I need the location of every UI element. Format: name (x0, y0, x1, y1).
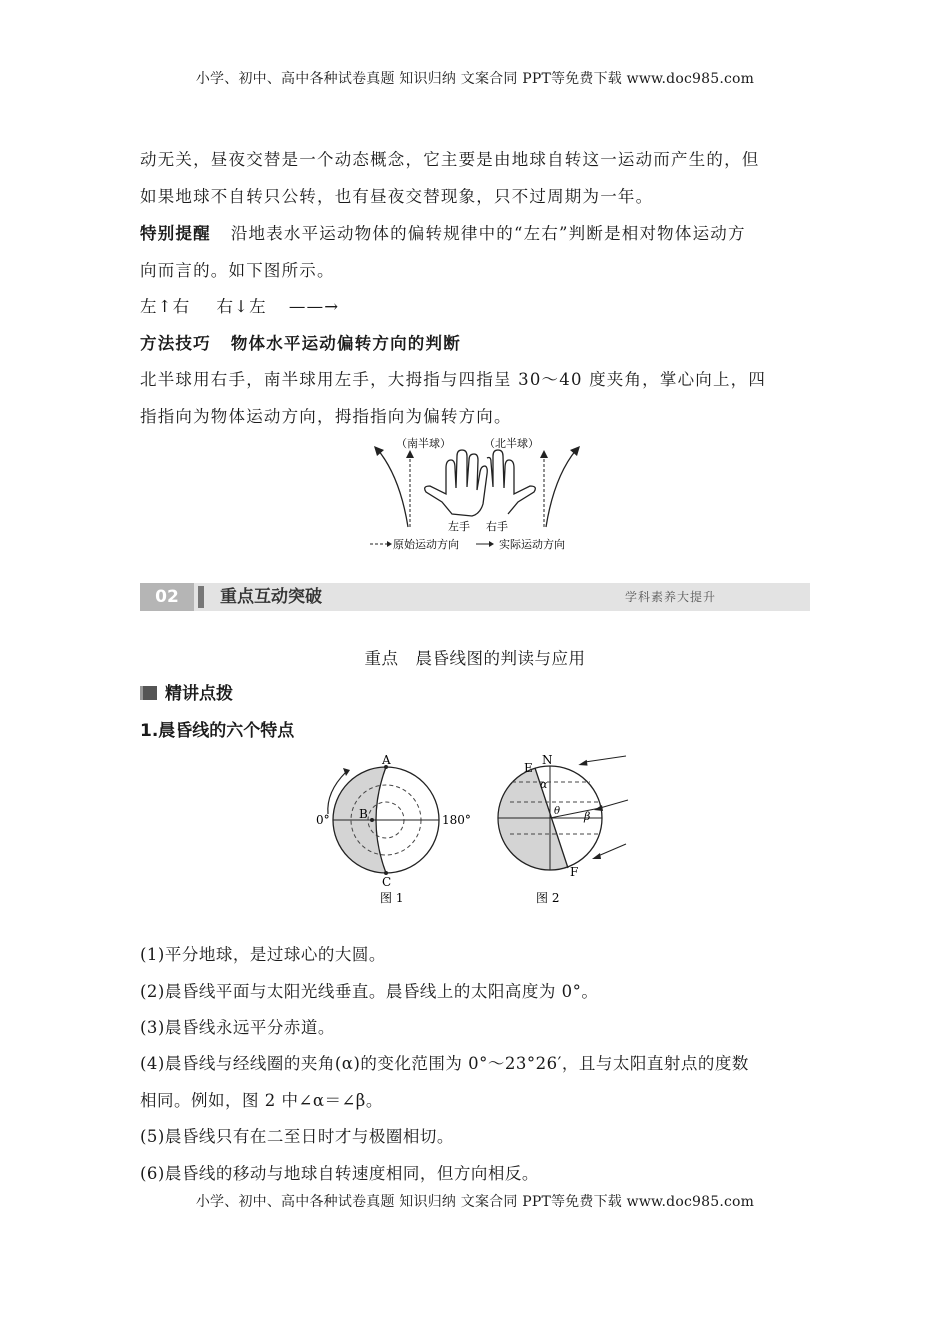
features-title: 1.晨昏线的六个特点 (140, 721, 295, 741)
right-hand-icon (487, 450, 535, 514)
subsection-heading (140, 679, 233, 704)
right-hand-label: 右手 (486, 520, 508, 533)
up-arrow-icon: ↑ (157, 297, 173, 316)
section-subtitle: 学科素养大提升 (624, 590, 716, 604)
focus-title: 重点 晨昏线图的判读与应用 (364, 649, 586, 668)
fig2-sun-ray-top (585, 756, 626, 762)
section-banner (140, 583, 810, 611)
fig2-caption: 图 2 (536, 891, 560, 905)
south-original-arrowhead-icon (406, 450, 414, 458)
fig1-label-0: 0° (316, 813, 330, 827)
page-footer: 小学、初中、高中各种试卷真题 知识归纳 文案合同 PPT等免费下载 www.doc985.com (195, 1194, 755, 1210)
north-original-arrowhead-icon (540, 450, 548, 458)
fig1-label-a: A (382, 753, 391, 767)
legend-original: 原始运动方向 (393, 538, 459, 551)
feature-1: (1)平分地球，是过球心的大圆。 (140, 945, 386, 964)
method-heading (140, 330, 461, 354)
fig2-label-theta: θ (554, 806, 561, 817)
demo-right: 右 (172, 297, 191, 316)
fig2-label-f: F (570, 865, 579, 879)
demo-left-2: 左 (249, 297, 267, 316)
north-actual-arrow (546, 450, 576, 527)
north-label: （北半球） (484, 437, 539, 450)
section-divider (198, 586, 204, 608)
left-hand-label: 左手 (448, 520, 470, 533)
fig1-caption: 图 1 (380, 891, 404, 905)
reminder-label: 特别提醒 (140, 224, 211, 243)
fig1-label-c: C (382, 875, 392, 889)
demo-left: 左 (140, 297, 158, 316)
south-arrowhead-icon (374, 446, 384, 456)
reminder-line-1 (140, 220, 746, 244)
subsection-title: 精讲点拨 (165, 684, 233, 704)
direction-demo (140, 293, 339, 317)
feature-4-cont: 相同。例如，图 2 中∠α＝∠β。 (140, 1091, 383, 1110)
right-arrow-icon: ——→ (288, 297, 340, 316)
reminder-line-2: 向而言的。如下图所示。 (140, 261, 335, 280)
intro-line-2: 如果地球不自转只公转，也有昼夜交替现象，只不过周期为一年。 (140, 187, 654, 206)
fig2-sun-ray-mid (600, 800, 628, 808)
section-title: 重点互动突破 (220, 587, 322, 607)
figure-2 (490, 752, 640, 908)
intro-line-1: 动无关，昼夜交替是一个动态概念，它主要是由地球自转这一运动而产生的，但 (140, 150, 760, 169)
fig1-label-b: B (359, 807, 368, 821)
fig2-label-beta: β (584, 810, 591, 823)
method-title: 物体水平运动偏转方向的判断 (230, 334, 461, 353)
demo-right-2: 右 (216, 297, 235, 316)
north-arrowhead-icon (570, 446, 580, 456)
feature-2: (2)晨昏线平面与太阳光线垂直。晨昏线上的太阳高度为 0°。 (140, 982, 599, 1001)
fig2-night-area (499, 768, 568, 871)
reminder-text: 沿地表水平运动物体的偏转规律中的“左右”判断是相对物体运动方 (230, 224, 746, 243)
section-number: 02 (140, 583, 194, 611)
down-arrow-icon: ↓ (234, 297, 250, 316)
fig2-label-e: E (524, 761, 533, 775)
section-marker-icon (140, 686, 157, 700)
legend-actual: 实际运动方向 (499, 538, 565, 551)
fig2-label-n: N (542, 753, 553, 767)
page-header: 小学、初中、高中各种试卷真题 知识归纳 文案合同 PPT等免费下载 www.doc985.com (195, 71, 755, 87)
method-line-2: 指指向为物体运动方向，拇指指向为偏转方向。 (140, 407, 512, 426)
feature-6: (6)晨昏线的移动与地球自转速度相同，但方向相反。 (140, 1164, 539, 1183)
figure-1 (316, 752, 476, 908)
method-line-1: 北半球用右手，南半球用左手，大拇指与四指呈 30～40 度夹角，掌心向上，四 (140, 370, 767, 389)
fig1-label-180: 180° (442, 813, 471, 827)
south-actual-arrow (378, 450, 408, 527)
method-label: 方法技巧 (140, 334, 211, 353)
feature-4: (4)晨昏线与经线圈的夹角(α)的变化范围为 0°～23°26′，且与太阳直射点的度数 (140, 1054, 749, 1073)
fig2-label-alpha: α (540, 778, 548, 791)
south-label: （南半球） (396, 437, 451, 450)
feature-5: (5)晨昏线只有在二至日时才与极圈相切。 (140, 1127, 454, 1146)
hands-figure (360, 432, 590, 554)
fig2-sun-ray-bottom (598, 844, 626, 856)
left-hand-icon (425, 450, 488, 516)
feature-3: (3)晨昏线永远平分赤道。 (140, 1018, 335, 1037)
